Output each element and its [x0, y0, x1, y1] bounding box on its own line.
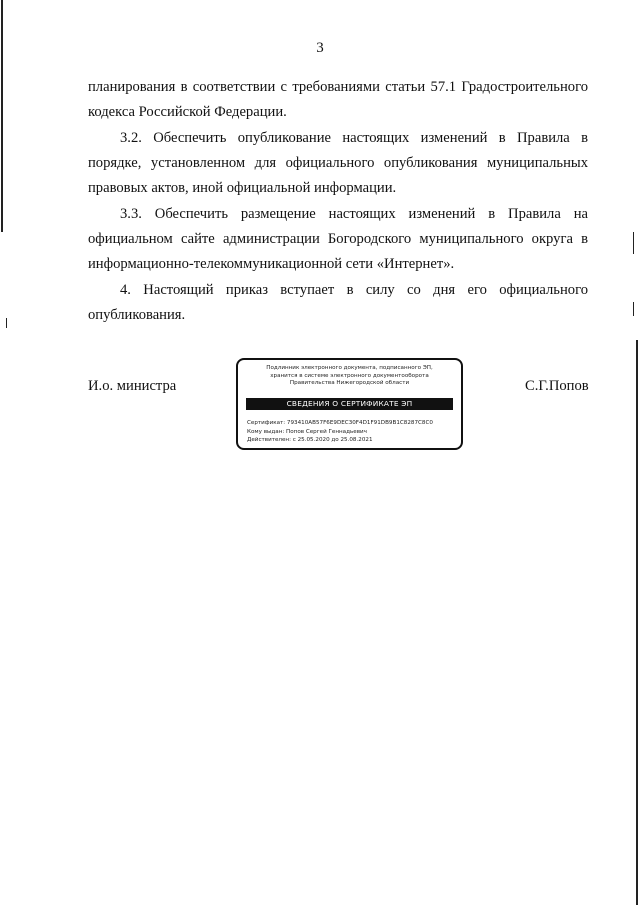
ep-header-line: Правительства Нижегородской области: [289, 380, 410, 387]
document-body: [88, 75, 588, 329]
paragraph-3-2: 3.2. Обеспечить опубликование настоящих изменений в Правила в порядке, установленном для официального опубликования муниципальных правовых актов, иной официальной информации.: [88, 130, 588, 196]
scan-edge-line-right: [636, 340, 638, 905]
ep-validity: Действителен: с 25.05.2020 до 25.08.2021: [247, 437, 373, 444]
ep-issued-to: Кому выдан: Попов Сергей Геннадьевич: [247, 428, 367, 435]
page-number: 3: [316, 40, 324, 56]
scan-edge-tick-left: [6, 318, 7, 328]
ep-header-line: Подлинник электронного документа, подписанного ЭП,: [266, 365, 433, 371]
ep-certificate-band: СВЕДЕНИЯ О СЕРТИФИКАТЕ ЭП: [246, 398, 453, 410]
signer-name: С.Г.Попов: [525, 378, 589, 394]
signer-title: И.о. министра: [88, 378, 177, 394]
paragraph-continuation: планирования в соответствии с требованиями статьи 57.1 Градостроительного кодекса Российской Федерации.: [88, 79, 588, 120]
ep-certificate-details: [247, 419, 455, 445]
electronic-signature-stamp: [236, 358, 463, 450]
scan-edge-tick-right: [633, 232, 634, 254]
ep-stamp-header: [246, 365, 453, 388]
paragraph-4: 4. Настоящий приказ вступает в силу со дня его официального опубликования.: [88, 282, 588, 323]
scan-edge-line-left: [1, 0, 3, 232]
scan-edge-tick-right-2: [633, 302, 634, 316]
ep-header-line: хранится в системе электронного документооборота: [270, 372, 429, 379]
paragraph-3-3: 3.3. Обеспечить размещение настоящих изменений в Правила на официальном сайте администрации Богородского муниципального округа в информационно-телекоммуникационной сети «Интернет».: [88, 206, 588, 272]
ep-certificate-id: Сертификат: 793410AB57F6E9DEC30F4D1F91DB9B1C8287C8C0: [247, 420, 433, 426]
